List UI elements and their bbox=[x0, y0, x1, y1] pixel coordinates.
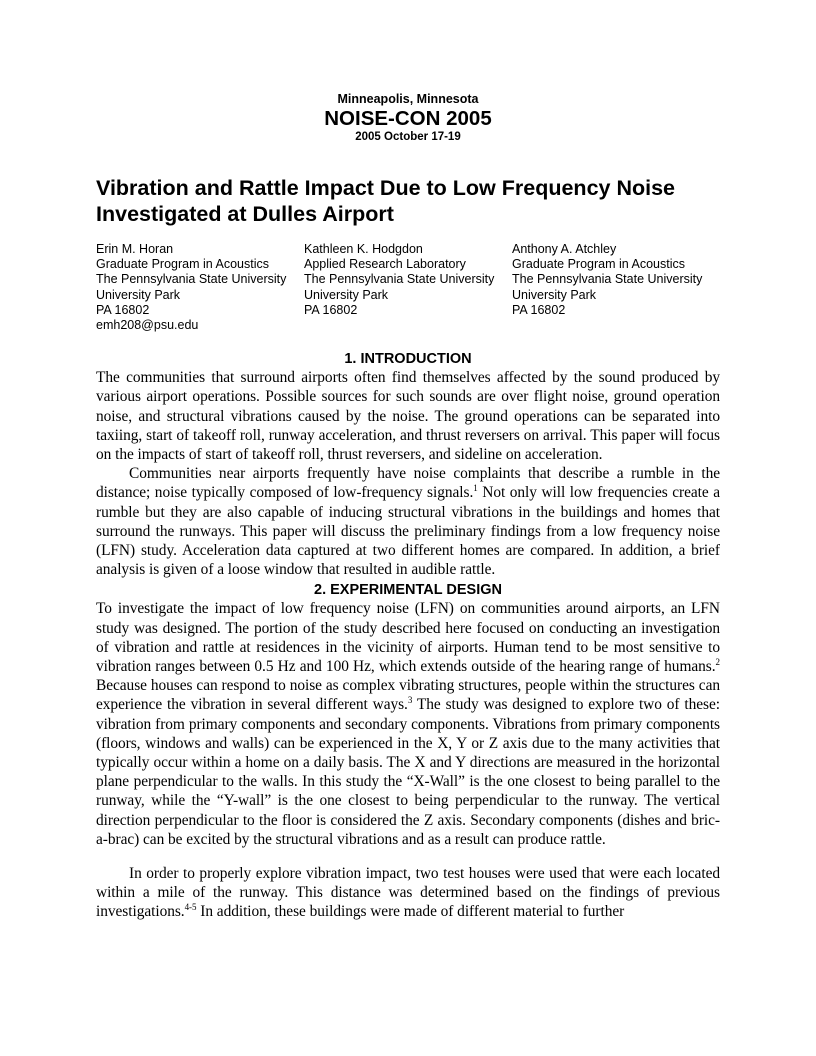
text-run: In order to properly explore vibration impact, two test houses were used that were each located within a mile of the runway. This distance was determined based on the findings of previous investigations. bbox=[96, 865, 720, 921]
paper-page bbox=[96, 92, 720, 922]
author-city: University Park bbox=[512, 287, 597, 302]
section-heading-experimental-design: 2. EXPERIMENTAL DESIGN bbox=[314, 582, 502, 599]
section-heading-introduction: 1. INTRODUCTION bbox=[344, 351, 472, 368]
conference-dates: 2005 October 17-19 bbox=[355, 131, 461, 143]
author-department: Applied Research Laboratory bbox=[304, 257, 466, 272]
author-city: University Park bbox=[96, 287, 181, 302]
author-university: The Pennsylvania State University bbox=[96, 272, 287, 287]
author-university: The Pennsylvania State University bbox=[304, 272, 495, 287]
author-university: The Pennsylvania State University bbox=[512, 272, 703, 287]
author-zip: PA 16802 bbox=[96, 302, 150, 317]
author-2 bbox=[304, 242, 512, 333]
author-name: Erin M. Horan bbox=[96, 242, 174, 256]
citation-ref: 2 bbox=[715, 656, 720, 667]
author-name: Kathleen K. Hodgdon bbox=[304, 242, 423, 256]
author-1 bbox=[96, 242, 304, 333]
citation-ref: 3 bbox=[407, 695, 413, 706]
conference-header bbox=[96, 92, 720, 144]
author-zip: PA 16802 bbox=[512, 302, 566, 317]
text-run: To investigate the impact of low frequency noise (LFN) on communities around airports, an LFN study was designed. The portion of the study described here focused on conducting an investigation of vibration and rattle at residences in the vicinity of airports. Human tend to be most sensitive to vibration ranges between 0.5 Hz and 100 Hz, which extends outside of the hearing range of humans. bbox=[96, 600, 720, 675]
paper-title: Vibration and Rattle Impact Due to Low Frequency Noise Investigated at Dulles Airport bbox=[96, 176, 675, 226]
text-run: Not only will low frequencies create a rumble but they are also capable of inducing structural vibrations in the buildings and homes that surround the runways. This paper will discuss the preliminary findings from a low frequency noise (LFN) study. Acceleration data captured at two different homes are compared. In addition, a brief analysis is given of a loose window that resulted in audible rattle. bbox=[96, 484, 720, 579]
author-city: University Park bbox=[304, 287, 389, 302]
author-department: Graduate Program in Acoustics bbox=[512, 257, 685, 272]
intro-paragraph-2 bbox=[96, 464, 720, 579]
citation-ref: 4-5 bbox=[184, 902, 197, 913]
citation-ref: 1 bbox=[473, 483, 478, 494]
text-run: Communities near airports frequently have noise complaints that describe a rumble in the distance; noise typically composed of low-frequency signals. bbox=[96, 465, 720, 502]
author-3 bbox=[512, 242, 702, 333]
author-email[interactable]: emh208@psu.edu bbox=[96, 317, 199, 332]
author-block bbox=[96, 242, 720, 333]
text-run: Because houses can respond to noise as complex vibrating structures, people within the structures can experience the vibration in several different ways. bbox=[96, 677, 720, 714]
design-paragraph-2 bbox=[96, 864, 720, 922]
design-paragraph-1 bbox=[96, 599, 720, 849]
conference-name: NOISE-CON 2005 bbox=[324, 107, 492, 130]
conference-location: Minneapolis, Minnesota bbox=[337, 92, 479, 106]
author-department: Graduate Program in Acoustics bbox=[96, 257, 269, 272]
text-run: The study was designed to explore two of these: vibration from primary components and secondary components. Vibrations from primary components (floors, windows and walls) can be experienced in the X, Y or Z axis due to the many activities that typically occur within a home on a daily basis. The X and Y directions are measured in the horizontal plane perpendicular to the walls. In this study the “X-Wall” is the one closest to being parallel to the runway, while the “Y-wall” is the one closest to being perpendicular to the runway. The vertical direction perpendicular to the floor is considered the Z axis. Secondary components (dishes and bric-a-brac) can be excited by the structural vibrations and as a result can produce rattle. bbox=[96, 696, 720, 848]
author-name: Anthony A. Atchley bbox=[512, 242, 617, 256]
text-run: In addition, these buildings were made of different material to further bbox=[196, 903, 625, 921]
intro-paragraph-1: The communities that surround airports often find themselves affected by the sound produced by various airport operations. Possible sources for such sounds are over flight noise, ground operation noise, and structural vibrations caused by the noise. The ground operations can be separated into taxiing, start of takeoff roll, runway acceleration, and thrust reversers on arrival. This paper will focus on the impacts of start of takeoff roll, thrust reversers, and sideline on acceleration. bbox=[96, 369, 720, 463]
author-zip: PA 16802 bbox=[304, 302, 358, 317]
